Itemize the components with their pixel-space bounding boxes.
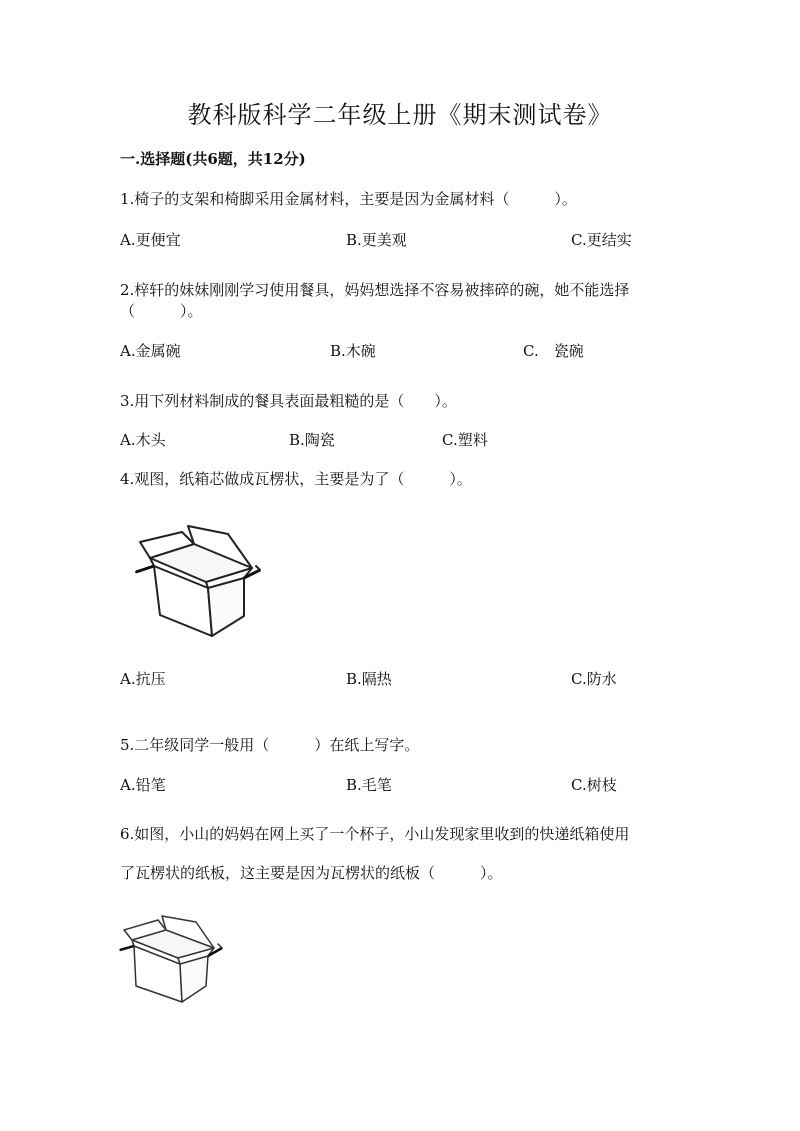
question-4-option-b[interactable]: B.隔热 <box>346 670 392 688</box>
question-3-option-b[interactable]: B.陶瓷 <box>289 431 335 449</box>
question-2-text: 2.梓轩的妹妹刚刚学习使用餐具，妈妈想选择不容易被摔碎的碗，她不能选择 <box>120 281 630 299</box>
section-heading: 一.选择题(共6题，共12分) <box>120 150 306 168</box>
question-5-option-c[interactable]: C.树枝 <box>571 776 617 794</box>
question-6-text-continued: 了瓦楞状的纸板，这主要是因为瓦楞状的纸板（ ）。 <box>120 864 503 882</box>
question-1-text: 1.椅子的支架和椅脚采用金属材料，主要是因为金属材料（ ）。 <box>120 190 577 208</box>
cardboard-box-image <box>132 520 272 645</box>
question-3-option-a[interactable]: A.木头 <box>120 431 166 449</box>
question-2-text-continued: （ ）。 <box>120 302 203 320</box>
question-4-option-c[interactable]: C.防水 <box>571 670 617 688</box>
question-3-option-c[interactable]: C.塑料 <box>442 431 488 449</box>
question-2-option-a[interactable]: A.金属碗 <box>120 342 181 360</box>
page-title: 教科版科学二年级上册《期末测试卷》 <box>187 101 613 129</box>
question-1-option-a[interactable]: A.更便宜 <box>120 231 181 249</box>
question-4-option-a[interactable]: A.抗压 <box>120 670 166 688</box>
question-5-text: 5.二年级同学一般用（ ）在纸上写字。 <box>120 736 420 754</box>
question-1-option-b[interactable]: B.更美观 <box>346 231 407 249</box>
cardboard-box-image <box>118 912 230 1008</box>
question-4-text: 4.观图，纸箱芯做成瓦楞状，主要是为了（ ）。 <box>120 470 472 488</box>
question-6-text: 6.如图，小山的妈妈在网上买了一个杯子，小山发现家里收到的快递纸箱使用 <box>120 825 630 843</box>
question-1-option-c[interactable]: C.更结实 <box>571 231 632 249</box>
question-2-option-b[interactable]: B.木碗 <box>330 342 376 360</box>
question-2-option-c[interactable]: C. 瓷碗 <box>523 342 584 360</box>
question-5-option-b[interactable]: B.毛笔 <box>346 776 392 794</box>
question-3-text: 3.用下列材料制成的餐具表面最粗糙的是（ ）。 <box>120 392 457 410</box>
question-5-option-a[interactable]: A.铅笔 <box>120 776 166 794</box>
